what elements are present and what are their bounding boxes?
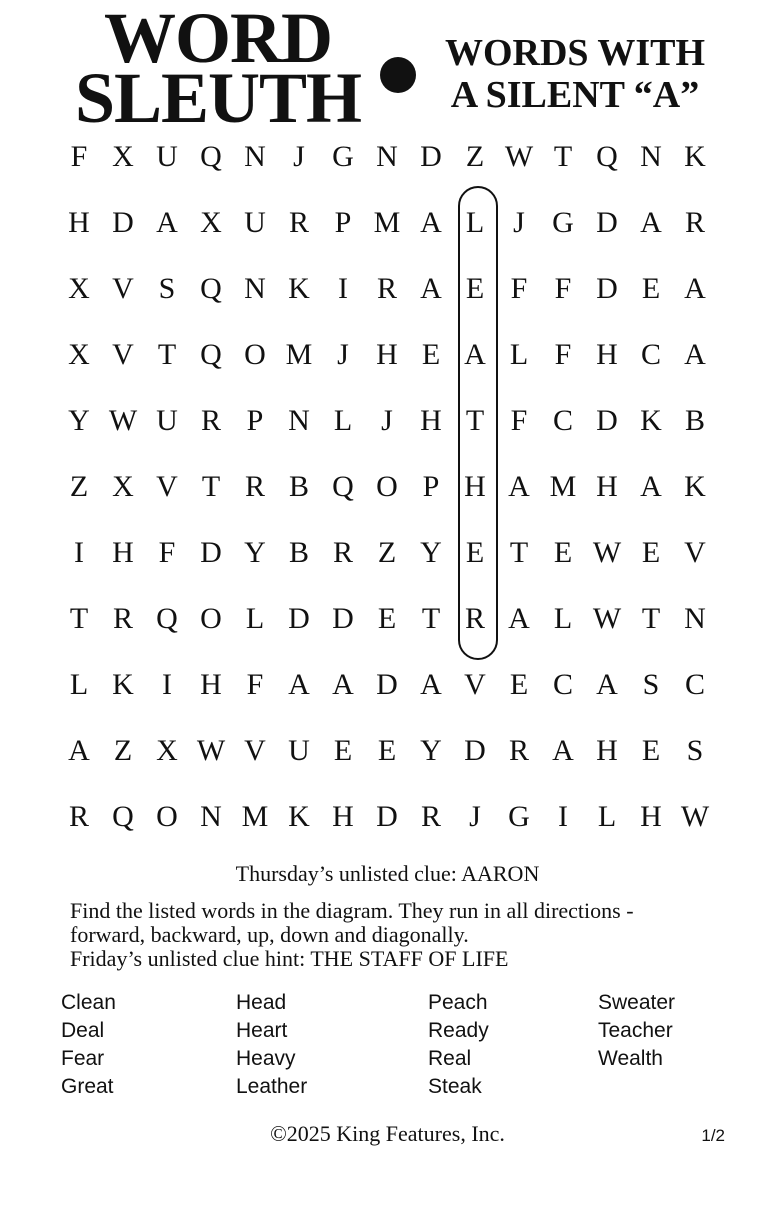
grid-cell[interactable]: X bbox=[112, 140, 134, 173]
grid-cell[interactable]: I bbox=[338, 272, 348, 305]
thursday-clue: Thursday’s unlisted clue: AARON bbox=[235, 861, 540, 886]
grid-cell[interactable]: M bbox=[549, 470, 577, 503]
word-item: Leather bbox=[236, 1075, 308, 1098]
word-list-column-4 bbox=[598, 989, 675, 1073]
grid-cell[interactable]: H bbox=[640, 800, 662, 833]
puzzle-theme bbox=[420, 32, 730, 116]
grid-cell[interactable]: K bbox=[640, 404, 662, 437]
grid-cell[interactable]: E bbox=[377, 602, 397, 635]
theme-line-2: A SILENT “A” bbox=[450, 74, 700, 116]
grid-cell[interactable]: X bbox=[68, 272, 90, 305]
grid-cell[interactable]: Y bbox=[244, 536, 266, 569]
grid-cell[interactable]: L bbox=[333, 404, 353, 437]
friday-clue-hint: Friday’s unlisted clue hint: THE STAFF OF LIFE bbox=[70, 946, 509, 971]
grid-cell[interactable]: E bbox=[333, 734, 353, 767]
instructions-line-2: forward, backward, up, down and diagonally. bbox=[70, 922, 469, 947]
grid-cell[interactable]: W bbox=[680, 800, 710, 833]
grid-cell[interactable]: O bbox=[156, 800, 178, 833]
word-item: Head bbox=[236, 991, 287, 1014]
grid-cell[interactable]: A bbox=[640, 470, 662, 503]
grid-cell[interactable]: I bbox=[558, 800, 568, 833]
grid-cell[interactable]: J bbox=[469, 800, 481, 833]
grid-cell[interactable]: A bbox=[552, 734, 574, 767]
grid-cell[interactable]: H bbox=[420, 404, 442, 437]
grid-cell[interactable]: W bbox=[592, 602, 622, 635]
grid-cell[interactable]: M bbox=[373, 206, 401, 239]
grid-cell[interactable]: E bbox=[641, 272, 661, 305]
grid-cell[interactable]: N bbox=[684, 602, 706, 635]
word-item: Heart bbox=[236, 1019, 288, 1042]
grid-cell[interactable]: Q bbox=[332, 470, 354, 503]
grid-cell[interactable]: T bbox=[509, 536, 529, 569]
word-item: Great bbox=[61, 1075, 114, 1098]
grid-cell[interactable]: I bbox=[74, 536, 84, 569]
grid-cell[interactable]: R bbox=[244, 470, 265, 503]
grid-cell[interactable]: G bbox=[508, 800, 530, 833]
grid-cell[interactable]: L bbox=[509, 338, 529, 371]
grid-cell[interactable]: H bbox=[112, 536, 134, 569]
grid-cell[interactable]: T bbox=[421, 602, 441, 635]
instructions-line-1: Find the listed words in the diagram. They run in all directions - bbox=[70, 898, 634, 923]
grid-cell[interactable]: N bbox=[640, 140, 662, 173]
grid-cell[interactable]: D bbox=[596, 206, 618, 239]
word-item: Peach bbox=[428, 991, 488, 1014]
grid-cell[interactable]: A bbox=[596, 668, 618, 701]
grid-cell[interactable]: Y bbox=[420, 734, 442, 767]
grid-cell[interactable]: F bbox=[158, 536, 176, 569]
grid-cell[interactable]: E bbox=[641, 734, 661, 767]
grid-cell[interactable]: D bbox=[596, 272, 618, 305]
grid-cell[interactable]: S bbox=[686, 734, 704, 767]
word-item: Fear bbox=[61, 1047, 105, 1070]
grid-cell[interactable]: R bbox=[684, 206, 705, 239]
grid-cell[interactable]: V bbox=[112, 338, 134, 371]
grid-cell[interactable]: R bbox=[332, 536, 353, 569]
grid-cell[interactable]: Q bbox=[200, 272, 222, 305]
grid-cell[interactable]: Z bbox=[69, 470, 89, 503]
grid-cell[interactable]: B bbox=[288, 470, 309, 503]
grid-cell[interactable]: E bbox=[421, 338, 441, 371]
grid-cell[interactable]: T bbox=[69, 602, 89, 635]
grid-cell[interactable]: P bbox=[422, 470, 440, 503]
grid-cell[interactable]: U bbox=[156, 140, 178, 173]
grid-cell[interactable]: O bbox=[376, 470, 398, 503]
grid-cell[interactable]: H bbox=[376, 338, 398, 371]
grid-cell[interactable]: A bbox=[420, 206, 442, 239]
grid-cell[interactable]: C bbox=[684, 668, 705, 701]
word-item: Real bbox=[428, 1047, 472, 1070]
word-list-column-1 bbox=[61, 989, 116, 1101]
grid-cell[interactable]: A bbox=[156, 206, 178, 239]
grid-cell[interactable]: Y bbox=[420, 536, 442, 569]
grid-cell[interactable]: H bbox=[464, 470, 486, 503]
grid-cell[interactable]: N bbox=[244, 140, 266, 173]
grid-cell[interactable]: E bbox=[553, 536, 573, 569]
grid-cell[interactable]: J bbox=[381, 404, 393, 437]
grid-cell[interactable]: N bbox=[376, 140, 398, 173]
grid-cell[interactable]: A bbox=[640, 206, 662, 239]
grid-cell[interactable]: F bbox=[510, 272, 528, 305]
grid-cell[interactable]: Z bbox=[465, 140, 485, 173]
grid-cell[interactable]: K bbox=[684, 140, 706, 173]
grid-cell[interactable]: M bbox=[241, 800, 269, 833]
grid-cell[interactable]: H bbox=[596, 734, 618, 767]
word-item: Sweater bbox=[598, 991, 676, 1014]
grid-cell[interactable]: T bbox=[641, 602, 661, 635]
grid-cell[interactable]: P bbox=[334, 206, 352, 239]
word-item: Teacher bbox=[598, 1019, 673, 1042]
grid-cell[interactable]: F bbox=[510, 404, 528, 437]
grid-cell[interactable]: H bbox=[200, 668, 222, 701]
grid-cell[interactable]: A bbox=[508, 470, 530, 503]
grid-cell[interactable]: L bbox=[597, 800, 617, 833]
grid-cell[interactable]: H bbox=[68, 206, 90, 239]
grid-cell[interactable]: V bbox=[244, 734, 266, 767]
grid-cell[interactable]: E bbox=[465, 536, 485, 569]
grid-cell[interactable]: H bbox=[332, 800, 354, 833]
grid-cell[interactable]: P bbox=[246, 404, 264, 437]
word-item: Heavy bbox=[236, 1047, 296, 1070]
word-item: Wealth bbox=[598, 1047, 663, 1070]
grid-cell[interactable]: L bbox=[553, 602, 573, 635]
grid-cell[interactable]: D bbox=[376, 668, 398, 701]
grid-cell[interactable]: V bbox=[464, 668, 486, 701]
grid-cell[interactable]: L bbox=[245, 602, 265, 635]
grid-cell[interactable]: C bbox=[552, 668, 573, 701]
grid-cell[interactable]: X bbox=[156, 734, 178, 767]
grid-cell[interactable]: A bbox=[464, 338, 486, 371]
grid-cell[interactable]: X bbox=[68, 338, 90, 371]
grid-cell[interactable]: A bbox=[288, 668, 310, 701]
grid-cell[interactable]: A bbox=[420, 668, 442, 701]
grid-cell[interactable]: J bbox=[293, 140, 305, 173]
grid-cell[interactable]: X bbox=[112, 470, 134, 503]
grid-cell[interactable]: K bbox=[288, 272, 310, 305]
grid-cell[interactable]: M bbox=[285, 338, 313, 371]
grid-cell[interactable]: D bbox=[420, 140, 442, 173]
grid-cell[interactable]: R bbox=[68, 800, 89, 833]
grid-cell[interactable]: Q bbox=[200, 338, 222, 371]
word-item: Deal bbox=[61, 1019, 105, 1042]
grid-cell[interactable]: E bbox=[509, 668, 529, 701]
grid-cell[interactable]: U bbox=[156, 404, 178, 437]
grid-cell[interactable]: H bbox=[596, 338, 618, 371]
grid-cell[interactable]: F bbox=[554, 338, 572, 371]
grid-cell[interactable]: T bbox=[553, 140, 573, 173]
grid-cell[interactable]: D bbox=[112, 206, 134, 239]
grid-cell[interactable]: I bbox=[162, 668, 172, 701]
grid-cell[interactable]: Q bbox=[156, 602, 178, 635]
grid-cell[interactable]: F bbox=[246, 668, 264, 701]
grid-cell[interactable]: T bbox=[465, 404, 485, 437]
grid-cell[interactable]: O bbox=[244, 338, 266, 371]
grid-cell[interactable]: E bbox=[641, 536, 661, 569]
grid-cell[interactable]: D bbox=[200, 536, 222, 569]
grid-cell[interactable]: B bbox=[288, 536, 309, 569]
grid-cell[interactable]: L bbox=[465, 206, 485, 239]
grid-cell[interactable]: R bbox=[376, 272, 397, 305]
grid-cell[interactable]: W bbox=[504, 140, 534, 173]
grid-cell[interactable]: U bbox=[244, 206, 266, 239]
grid-cell[interactable]: R bbox=[508, 734, 529, 767]
grid-cell[interactable]: D bbox=[332, 602, 354, 635]
grid-cell[interactable]: R bbox=[112, 602, 133, 635]
grid-cell[interactable]: K bbox=[684, 470, 706, 503]
grid-cell[interactable]: R bbox=[200, 404, 221, 437]
grid-cell[interactable]: O bbox=[200, 602, 222, 635]
grid-cell[interactable]: D bbox=[464, 734, 486, 767]
grid-cell[interactable]: G bbox=[552, 206, 574, 239]
word-item: Steak bbox=[428, 1075, 482, 1098]
word-item: Clean bbox=[61, 991, 116, 1014]
copyright: ©2025 King Features, Inc. bbox=[270, 1121, 505, 1146]
instructions bbox=[70, 899, 750, 971]
grid-cell[interactable]: H bbox=[596, 470, 618, 503]
grid-cell[interactable]: F bbox=[70, 140, 88, 173]
grid-cell[interactable]: N bbox=[288, 404, 310, 437]
grid-cell[interactable]: A bbox=[68, 734, 90, 767]
theme-line-1: WORDS WITH bbox=[444, 32, 706, 74]
grid-cell[interactable]: A bbox=[420, 272, 442, 305]
word-item: Ready bbox=[428, 1019, 489, 1042]
grid-cell[interactable]: W bbox=[592, 536, 622, 569]
grid-cell[interactable]: V bbox=[112, 272, 134, 305]
grid-cell[interactable]: R bbox=[420, 800, 441, 833]
grid-cell[interactable]: W bbox=[108, 404, 138, 437]
grid-cell[interactable]: A bbox=[684, 338, 706, 371]
grid-cell[interactable]: Q bbox=[112, 800, 134, 833]
title-bullet bbox=[380, 57, 416, 93]
grid-cell[interactable]: A bbox=[684, 272, 706, 305]
letter-grid[interactable] bbox=[57, 124, 717, 850]
grid-cell[interactable]: K bbox=[288, 800, 310, 833]
grid-cell[interactable]: J bbox=[513, 206, 525, 239]
grid-cell[interactable]: S bbox=[158, 272, 176, 305]
page-number: 1/2 bbox=[701, 1126, 725, 1145]
title-line-sleuth: SLEUTH bbox=[74, 58, 362, 138]
word-list-column-2 bbox=[236, 989, 307, 1101]
grid-cell[interactable]: G bbox=[332, 140, 354, 173]
grid-cell[interactable]: Z bbox=[113, 734, 133, 767]
grid-cell[interactable]: U bbox=[288, 734, 310, 767]
grid-cell[interactable]: R bbox=[288, 206, 309, 239]
puzzle-title bbox=[58, 0, 378, 138]
word-list-column-3 bbox=[428, 989, 489, 1101]
grid-cell[interactable]: B bbox=[684, 404, 705, 437]
grid-cell[interactable]: C bbox=[640, 338, 661, 371]
grid-cell[interactable]: A bbox=[332, 668, 354, 701]
grid-cell[interactable]: E bbox=[377, 734, 397, 767]
grid-cell[interactable]: Q bbox=[596, 140, 618, 173]
grid-cell[interactable]: E bbox=[465, 272, 485, 305]
title-line-word: WORD bbox=[104, 0, 332, 78]
grid-cell[interactable]: Y bbox=[68, 404, 90, 437]
grid-cell[interactable]: W bbox=[196, 734, 226, 767]
circled-word-leather bbox=[458, 186, 498, 660]
grid-cell[interactable]: V bbox=[684, 536, 706, 569]
grid-cell[interactable]: T bbox=[201, 470, 221, 503]
grid-cell[interactable]: N bbox=[200, 800, 222, 833]
grid-cell[interactable]: Z bbox=[377, 536, 397, 569]
grid-cell[interactable]: T bbox=[157, 338, 177, 371]
grid-cell[interactable]: N bbox=[244, 272, 266, 305]
grid-cell[interactable]: X bbox=[200, 206, 222, 239]
grid-cell[interactable]: C bbox=[552, 404, 573, 437]
grid-cell[interactable]: J bbox=[337, 338, 349, 371]
grid-cell[interactable]: L bbox=[69, 668, 89, 701]
grid-cell[interactable]: V bbox=[156, 470, 178, 503]
grid-cell[interactable]: R bbox=[464, 602, 485, 635]
grid-cell[interactable]: A bbox=[508, 602, 530, 635]
grid-cell[interactable]: D bbox=[288, 602, 310, 635]
grid-cell[interactable]: S bbox=[642, 668, 660, 701]
grid-cell[interactable]: D bbox=[596, 404, 618, 437]
grid-cell[interactable]: D bbox=[376, 800, 398, 833]
grid-cell[interactable]: K bbox=[112, 668, 134, 701]
grid-cell[interactable]: F bbox=[554, 272, 572, 305]
grid-cell[interactable]: Q bbox=[200, 140, 222, 173]
